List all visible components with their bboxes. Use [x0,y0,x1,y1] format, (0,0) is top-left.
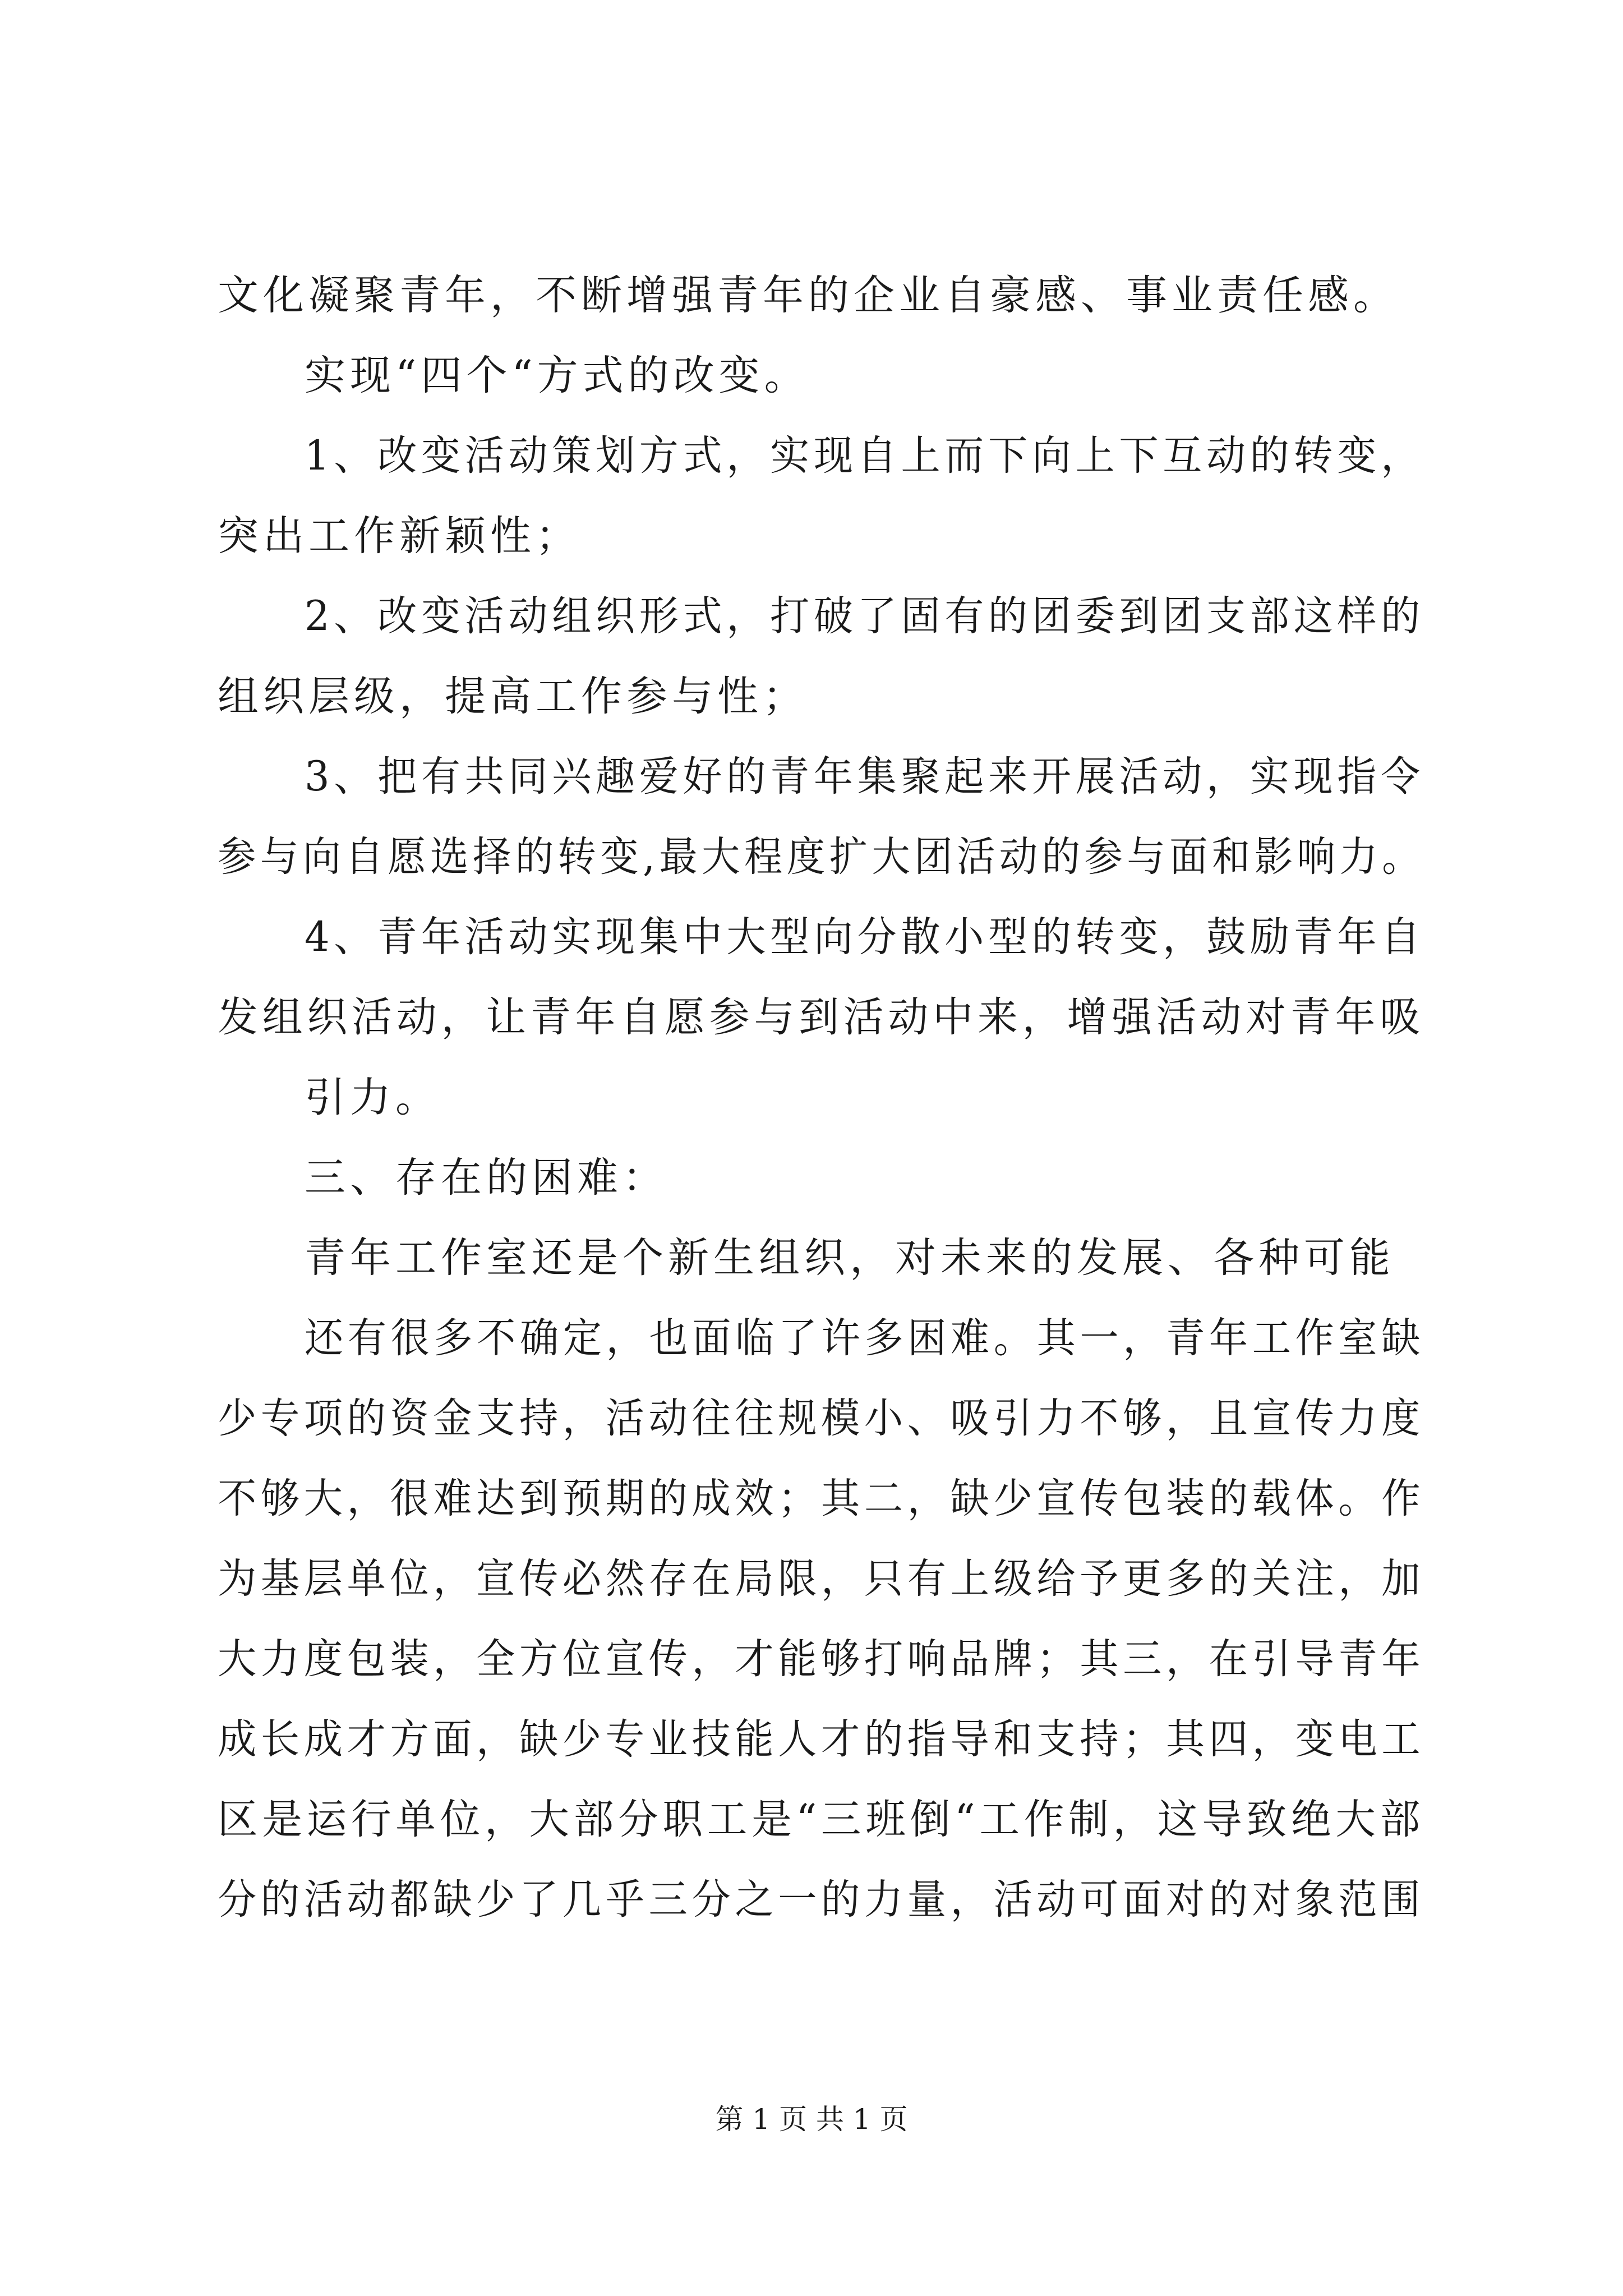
page-footer [0,2102,1623,2136]
text-line: 区是运行单位，大部分职工是“三班倒“工作制，这导致绝大部 [218,1796,1425,1843]
text-line: 大力度包装，全方位宣传，才能够打响品牌；其三，在引导青年 [218,1635,1425,1683]
text-line: 1、改变活动策划方式，实现自上而下向上下互动的转变， [305,432,1424,480]
text-line: 不够大，很难达到预期的成效；其二，缺少宣传包装的载体。作 [218,1475,1425,1522]
text-line: 成长成才方面，缺少专业技能人才的指导和支持；其四，变电工 [218,1715,1425,1763]
text-line: 引力。 [305,1074,441,1121]
section-heading: 三、存在的困难： [305,1154,668,1202]
text-line: 分的活动都缺少了几乎三分之一的力量，活动可面对的对象范围 [218,1876,1425,1924]
text-line: 发组织活动，让青年自愿参与到活动中来，增强活动对青年吸 [218,993,1425,1041]
text-line: 青年工作室还是个新生组织，对未来的发展、各种可能 [305,1234,1395,1282]
text-line: 少专项的资金支持，活动往往规模小、吸引力不够，且宣传力度 [218,1395,1425,1442]
text-line: 还有很多不确定，也面临了许多困难。其一，青年工作室缺 [305,1314,1424,1362]
page-number-label: 第 1 页 共 1 页 [715,2103,908,2136]
text-line: 突出工作新颖性； [218,512,581,560]
text-line: 3、把有共同兴趣爱好的青年集聚起来开展活动，实现指令 [305,753,1424,800]
text-line: 组织层级，提高工作参与性； [218,673,808,720]
text-line: 2、改变活动组织形式，打破了固有的团委到团支部这样的 [305,592,1424,640]
text-line: 参与向自愿选择的转变,最大程度扩大团活动的参与面和影响力。 [218,833,1425,881]
text-line: 实现“四个“方式的改变。 [305,352,810,399]
text-line: 文化凝聚青年，不断增强青年的企业自豪感、事业责任感。 [218,272,1399,319]
text-line: 4、青年活动实现集中大型向分散小型的转变，鼓励青年自 [305,913,1424,961]
text-line: 为基层单位，宣传必然存在局限，只有上级给予更多的关注，加 [218,1555,1425,1603]
